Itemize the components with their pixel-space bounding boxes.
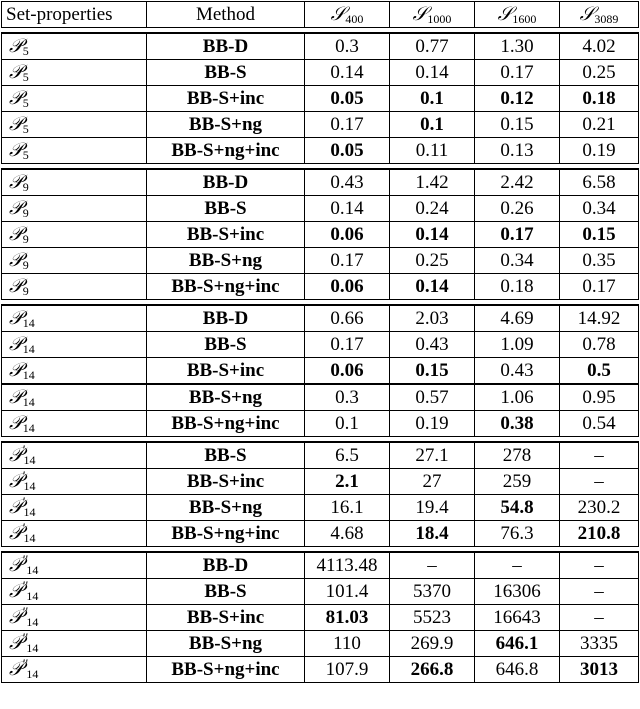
property-prime: ′ [22, 442, 26, 457]
method-cell: BB-S+ng [147, 248, 305, 274]
method-cell: BB-S+ng [147, 631, 305, 657]
value-cell: 0.25 [390, 248, 475, 274]
header-row [2, 2, 639, 28]
header-s1000 [390, 2, 475, 28]
method-cell: BB-S [147, 196, 305, 222]
value-cell: 0.05 [305, 86, 390, 112]
set-property-cell [2, 274, 147, 300]
value-cell: 0.17 [560, 274, 639, 300]
property-subscript: 14 [22, 342, 35, 356]
method-cell: BB-D [147, 33, 305, 60]
value-cell: 0.3 [305, 33, 390, 60]
table-row [2, 222, 639, 248]
value-cell: 0.15 [560, 222, 639, 248]
property-prime: ′′ [22, 578, 29, 593]
value-cell: 16.1 [305, 495, 390, 521]
method-cell: BB-S+inc [147, 358, 305, 385]
value-cell: 0.17 [305, 248, 390, 274]
method-cell: BB-S+ng+inc [147, 411, 305, 437]
table-row [2, 579, 639, 605]
value-cell: 0.14 [305, 196, 390, 222]
value-cell: 0.26 [475, 196, 560, 222]
method-cell: BB-D [147, 552, 305, 579]
table-row [2, 248, 639, 274]
set-property-cell [2, 169, 147, 196]
property-prime: ′′ [22, 604, 29, 619]
value-cell: 4.69 [475, 305, 560, 332]
property-subscript: 14 [26, 589, 39, 603]
value-cell: 646.1 [475, 631, 560, 657]
value-cell: 0.1 [305, 411, 390, 437]
value-cell: 0.05 [305, 138, 390, 164]
set-property-cell [2, 469, 147, 495]
table-row [2, 60, 639, 86]
table-body [2, 28, 639, 683]
value-cell: 0.95 [560, 384, 639, 411]
property-symbol: 𝒫 [9, 171, 23, 193]
header-s-subscript: 3089 [594, 12, 619, 26]
property-symbol: 𝒫 [9, 197, 23, 219]
s-symbol: 𝒮 [412, 3, 428, 25]
value-cell: 0.43 [475, 358, 560, 385]
value-cell: 81.03 [305, 605, 390, 631]
set-property-cell [2, 138, 147, 164]
set-property-cell [2, 112, 147, 138]
property-prime: ′′ [22, 656, 29, 671]
property-symbol: 𝒫 [9, 249, 23, 271]
property-symbol: 𝒫 [9, 658, 23, 680]
value-cell: 0.38 [475, 411, 560, 437]
property-symbol: 𝒫 [9, 580, 23, 602]
value-cell: 0.54 [560, 411, 639, 437]
value-cell: 0.17 [475, 222, 560, 248]
value-cell: 0.5 [560, 358, 639, 385]
value-cell: 0.21 [560, 112, 639, 138]
value-cell: 0.34 [560, 196, 639, 222]
value-cell: 4.68 [305, 521, 390, 547]
value-cell: 4113.48 [305, 552, 390, 579]
property-subscript: 5 [22, 44, 29, 58]
set-property-cell [2, 657, 147, 683]
method-cell: BB-S+ng+inc [147, 138, 305, 164]
table-row [2, 495, 639, 521]
property-subscript: 14 [22, 316, 35, 330]
table-row [2, 332, 639, 358]
value-cell: 0.06 [305, 358, 390, 385]
table-row [2, 552, 639, 579]
table-row [2, 469, 639, 495]
header-s400 [305, 2, 390, 28]
s-symbol: 𝒮 [497, 3, 513, 25]
property-subscript: 5 [22, 122, 29, 136]
set-property-cell [2, 33, 147, 60]
value-cell: – [475, 552, 560, 579]
set-property-cell [2, 552, 147, 579]
value-cell: 0.3 [305, 384, 390, 411]
value-cell: 0.66 [305, 305, 390, 332]
table-row [2, 521, 639, 547]
property-symbol: 𝒫 [9, 412, 23, 434]
method-cell: BB-S [147, 579, 305, 605]
header-s-subscript: 1600 [512, 12, 537, 26]
table-row [2, 657, 639, 683]
value-cell: 230.2 [560, 495, 639, 521]
table-row [2, 33, 639, 60]
value-cell: – [560, 442, 639, 469]
value-cell: 27 [390, 469, 475, 495]
property-subscript: 9 [22, 206, 29, 220]
value-cell: 0.19 [390, 411, 475, 437]
property-symbol: 𝒫 [9, 35, 23, 57]
property-symbol: 𝒫 [9, 522, 23, 544]
property-symbol: 𝒫 [9, 554, 23, 576]
set-property-cell [2, 305, 147, 332]
property-subscript: 14 [26, 563, 39, 577]
method-cell: BB-S+inc [147, 222, 305, 248]
property-subscript: 5 [22, 148, 29, 162]
value-cell: 0.18 [475, 274, 560, 300]
method-cell: BB-S+inc [147, 605, 305, 631]
value-cell: 1.30 [475, 33, 560, 60]
property-symbol: 𝒫 [9, 223, 23, 245]
property-subscript: 5 [22, 70, 29, 84]
method-cell: BB-S+inc [147, 469, 305, 495]
value-cell: 27.1 [390, 442, 475, 469]
method-cell: BB-D [147, 305, 305, 332]
method-cell: BB-S [147, 60, 305, 86]
value-cell: 0.15 [475, 112, 560, 138]
value-cell: – [560, 469, 639, 495]
value-cell: 1.42 [390, 169, 475, 196]
header-s1600 [475, 2, 560, 28]
property-subscript: 14 [26, 615, 39, 629]
method-cell: BB-S+ng [147, 112, 305, 138]
property-subscript: 5 [22, 96, 29, 110]
value-cell: 0.14 [305, 60, 390, 86]
property-subscript: 14 [23, 531, 36, 545]
value-cell: 0.24 [390, 196, 475, 222]
set-property-cell [2, 411, 147, 437]
value-cell: 0.17 [305, 112, 390, 138]
s-symbol: 𝒮 [330, 3, 346, 25]
table-row [2, 305, 639, 332]
value-cell: 0.14 [390, 60, 475, 86]
property-symbol: 𝒫 [9, 307, 23, 329]
property-symbol: 𝒫 [9, 113, 23, 135]
value-cell: 210.8 [560, 521, 639, 547]
value-cell: 19.4 [390, 495, 475, 521]
method-cell: BB-S [147, 442, 305, 469]
set-property-cell [2, 495, 147, 521]
value-cell: 76.3 [475, 521, 560, 547]
set-property-cell [2, 86, 147, 112]
value-cell: 0.1 [390, 112, 475, 138]
value-cell: – [390, 552, 475, 579]
header-s-subscript: 1000 [427, 12, 452, 26]
value-cell: 0.1 [390, 86, 475, 112]
property-subscript: 9 [22, 232, 29, 246]
value-cell: 0.77 [390, 33, 475, 60]
method-cell: BB-S+ng [147, 384, 305, 411]
value-cell: 5370 [390, 579, 475, 605]
value-cell: 14.92 [560, 305, 639, 332]
method-cell: BB-S+ng+inc [147, 521, 305, 547]
value-cell: – [560, 605, 639, 631]
value-cell: 18.4 [390, 521, 475, 547]
header-s-subscript: 400 [345, 12, 364, 26]
property-subscript: 9 [22, 284, 29, 298]
value-cell: 0.18 [560, 86, 639, 112]
method-cell: BB-S+inc [147, 86, 305, 112]
value-cell: 0.06 [305, 274, 390, 300]
header-s3089 [560, 2, 639, 28]
table-row [2, 138, 639, 164]
set-property-cell [2, 248, 147, 274]
value-cell: 5523 [390, 605, 475, 631]
property-symbol: 𝒫 [9, 275, 23, 297]
results-table [1, 1, 639, 683]
value-cell: 0.15 [390, 358, 475, 385]
value-cell: 0.34 [475, 248, 560, 274]
value-cell: 0.43 [390, 332, 475, 358]
value-cell: 107.9 [305, 657, 390, 683]
property-symbol: 𝒫 [9, 386, 23, 408]
table-row [2, 169, 639, 196]
value-cell: 0.14 [390, 222, 475, 248]
header-set-properties: Set-properties [2, 2, 147, 28]
property-subscript: 14 [22, 421, 35, 435]
property-symbol: 𝒫 [9, 333, 23, 355]
value-cell: 0.13 [475, 138, 560, 164]
table-row [2, 86, 639, 112]
property-subscript: 14 [22, 368, 35, 382]
value-cell: 101.4 [305, 579, 390, 605]
table-row [2, 274, 639, 300]
table-row [2, 358, 639, 385]
value-cell: 0.25 [560, 60, 639, 86]
value-cell: 0.12 [475, 86, 560, 112]
property-subscript: 9 [22, 180, 29, 194]
method-cell: BB-S+ng [147, 495, 305, 521]
header-method: Method [147, 2, 305, 28]
property-symbol: 𝒫 [9, 496, 23, 518]
property-symbol: 𝒫 [9, 87, 23, 109]
table-row [2, 442, 639, 469]
property-prime: ′ [22, 494, 26, 509]
property-symbol: 𝒫 [9, 470, 23, 492]
value-cell: 3335 [560, 631, 639, 657]
property-prime: ′′ [22, 552, 29, 567]
table-row [2, 631, 639, 657]
set-property-cell [2, 442, 147, 469]
method-cell: BB-S+ng+inc [147, 274, 305, 300]
property-subscript: 9 [22, 258, 29, 272]
value-cell: 110 [305, 631, 390, 657]
set-property-cell [2, 384, 147, 411]
property-subscript: 14 [26, 667, 39, 681]
set-property-cell [2, 196, 147, 222]
property-symbol: 𝒫 [9, 606, 23, 628]
value-cell: 259 [475, 469, 560, 495]
property-prime: ′ [22, 520, 26, 535]
value-cell: 278 [475, 442, 560, 469]
set-property-cell [2, 521, 147, 547]
set-property-cell [2, 579, 147, 605]
value-cell: 0.11 [390, 138, 475, 164]
property-symbol: 𝒫 [9, 359, 23, 381]
method-cell: BB-S [147, 332, 305, 358]
set-property-cell [2, 358, 147, 385]
value-cell: 0.17 [305, 332, 390, 358]
property-subscript: 14 [23, 505, 36, 519]
property-subscript: 14 [23, 479, 36, 493]
value-cell: 1.09 [475, 332, 560, 358]
value-cell: 0.06 [305, 222, 390, 248]
property-symbol: 𝒫 [9, 139, 23, 161]
value-cell: 0.14 [390, 274, 475, 300]
property-subscript: 14 [22, 395, 35, 409]
value-cell: 0.19 [560, 138, 639, 164]
table-row [2, 384, 639, 411]
value-cell: 16306 [475, 579, 560, 605]
value-cell: 16643 [475, 605, 560, 631]
property-subscript: 14 [23, 453, 36, 467]
value-cell: 2.42 [475, 169, 560, 196]
value-cell: – [560, 579, 639, 605]
set-property-cell [2, 631, 147, 657]
value-cell: 646.8 [475, 657, 560, 683]
value-cell: 6.58 [560, 169, 639, 196]
property-prime: ′′ [22, 630, 29, 645]
property-symbol: 𝒫 [9, 61, 23, 83]
value-cell: 3013 [560, 657, 639, 683]
property-symbol: 𝒫 [9, 444, 23, 466]
s-symbol: 𝒮 [579, 3, 595, 25]
property-subscript: 14 [26, 641, 39, 655]
value-cell: 2.1 [305, 469, 390, 495]
set-property-cell [2, 605, 147, 631]
value-cell: 2.03 [390, 305, 475, 332]
set-property-cell [2, 222, 147, 248]
method-cell: BB-D [147, 169, 305, 196]
value-cell: 0.78 [560, 332, 639, 358]
value-cell: 0.57 [390, 384, 475, 411]
property-prime: ′ [22, 468, 26, 483]
method-cell: BB-S+ng+inc [147, 657, 305, 683]
table-row [2, 605, 639, 631]
value-cell: 0.43 [305, 169, 390, 196]
table-row [2, 112, 639, 138]
value-cell: 1.06 [475, 384, 560, 411]
table-row [2, 411, 639, 437]
set-property-cell [2, 60, 147, 86]
property-symbol: 𝒫 [9, 632, 23, 654]
value-cell: 266.8 [390, 657, 475, 683]
value-cell: 54.8 [475, 495, 560, 521]
value-cell: 4.02 [560, 33, 639, 60]
value-cell: 269.9 [390, 631, 475, 657]
value-cell: 6.5 [305, 442, 390, 469]
set-property-cell [2, 332, 147, 358]
value-cell: – [560, 552, 639, 579]
value-cell: 0.35 [560, 248, 639, 274]
table-row [2, 196, 639, 222]
value-cell: 0.17 [475, 60, 560, 86]
